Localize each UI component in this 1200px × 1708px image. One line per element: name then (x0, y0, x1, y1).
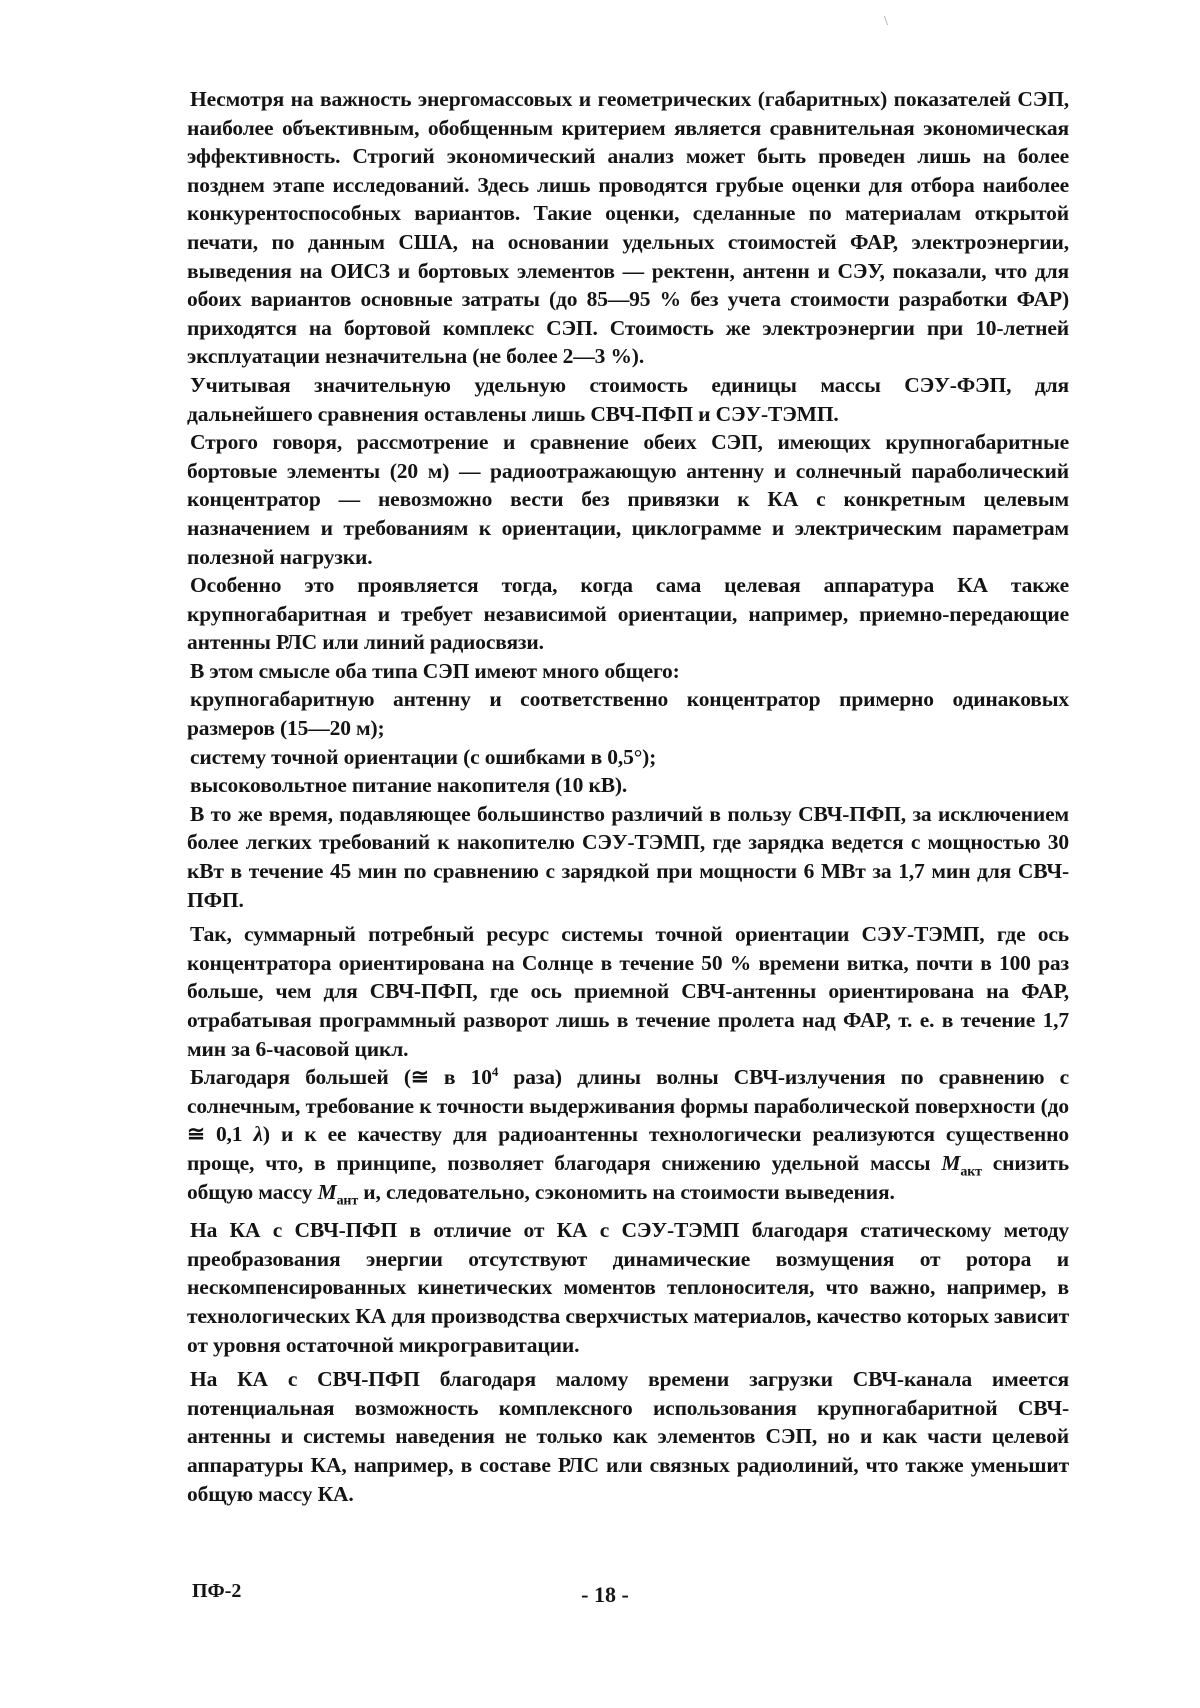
paragraph: Так, суммарный потребный ресурс системы точной ориентации СЭУ-ТЭМП, где ось концентратора ориентирована на Солнце в течение 50 % времени витка, почти в 100 раз больше, чем для СВЧ-ПФП, где ось приемной СВЧ-антенны ориентирована на ФАР, отрабатывая программный разворот лишь в течение пролета над ФАР, т. е. в течение 1,7 мин за 6-часовой цикл. (187, 922, 1069, 1061)
paragraph: Несмотря на важность энергомассовых и геометрических (габаритных) показателей СЭП, наиболее объективным, обобщенным критерием является сравнительная экономическая эффективность. Строгий экономический анализ может быть проведен лишь на более позднем этапе исследований. Здесь лишь проводятся грубые оценки для отбора наиболее конкурентоспособных вариантов. Такие оценки, сделанные по материалам открытой печати, по данным США, на основании удельных стоимостей ФАР, электроэнергии, выведения на ОИСЗ и бортовых элементов — ректенн, антенн и СЭУ, показали, что для обоих вариантов основные затраты (до 85—95 % без учета стоимости разработки ФАР) приходятся на бортовой комплекс СЭП. Стоимость же электроэнергии при 10-летней эксплуатации незначительна (не более 2—3 %). (187, 87, 1069, 369)
text-run: ) и к ее качеству для радиоантенны технологически реализуются существенно проще, что, в принципе, позволяет благодаря снижению удельной массы (187, 1122, 1069, 1175)
paragraph-formula (187, 1063, 1069, 1206)
page-number: - 18 - (581, 1582, 629, 1607)
paragraph: Учитывая значительную удельную стоимость единицы массы СЭУ-ФЭП, для дальнейшего сравнения оставлены лишь СВЧ-ПФП и СЭУ-ТЭМП. (187, 372, 1069, 426)
footer-code: ПФ-2 (192, 1580, 242, 1602)
subscript: акт (960, 1164, 982, 1180)
subscript: ант (336, 1192, 359, 1208)
paragraph: Особенно это проявляется тогда, когда сама целевая аппаратура КА также крупногабаритная и требует независимой ориентации, например, приемно-передающие антенны РЛС или линий радиосвязи. (187, 573, 1069, 655)
body-text (187, 85, 1069, 1508)
lambda-symbol: λ (253, 1122, 263, 1147)
paragraph: На КА с СВЧ-ПФП в отличие от КА с СЭУ-ТЭМП благодаря статическому методу преобразования энергии отсутствуют динамические возмущения от ротора и нескомпенсированных кинетических моментов теплоносителя, что важно, например, в технологических КА для производства сверхчистых материалов, качество которых зависит от уровня остаточной микрогравитации. (187, 1218, 1069, 1357)
paragraph: На КА с СВЧ-ПФП благодаря малому времени загрузки СВЧ-канала имеется потенциальная возможность комплексного использования крупногабаритной СВЧ-антенны и системы наведения не только как элементов СЭП, но и как части целевой аппаратуры КА, например, в составе РЛС или связных радиолиний, что также уменьшит общую массу КА. (187, 1367, 1069, 1506)
paragraph: В этом смысле оба типа СЭП имеют много общего: (190, 658, 680, 683)
text-run: раза) длины волны СВЧ-излучения по сравнению с солнечным, требование к точности выдерживания формы параболической поверхности (до ≅ 0,1 (187, 1065, 1069, 1147)
text-run: снизить общую массу (187, 1150, 1069, 1204)
text-run: и, следовательно, сэкономить на стоимости выведения. (358, 1179, 895, 1204)
text-run: Благодаря большей (≅ в 10 (190, 1065, 492, 1090)
list-item: высоковольтное питание накопителя (10 кВ). (190, 773, 628, 798)
mass-symbol: M (317, 1179, 337, 1204)
list-item: крупногабаритную антенну и соответственно концентратор примерно одинаковых размеров (15—20 м); (187, 687, 1069, 741)
scan-speck: \ (884, 14, 888, 29)
paragraph: Строго говоря, рассмотрение и сравнение обеих СЭП, имеющих крупногабаритные бортовые элементы (20 м) — радиоотражающую антенну и солнечный параболический концентратор — невозможно вести без привязки к КА с конкретным целевым назначением и требованиям к ориентации, циклограмме и электрическим параметрам полезной нагрузки. (187, 430, 1069, 569)
list-item: систему точной ориентации (с ошибками в 0,5°); (190, 744, 657, 769)
superscript: 4 (491, 1064, 499, 1080)
mass-symbol: M (941, 1150, 961, 1175)
paragraph: В то же время, подавляющее большинство различий в пользу СВЧ-ПФП, за исключением более легких требований к накопителю СЭУ-ТЭМП, где зарядка ведется с мощностью 30 кВт в течение 45 мин по сравнению с зарядкой при мощности 6 МВт за 1,7 мин для СВЧ-ПФП. (187, 801, 1069, 912)
